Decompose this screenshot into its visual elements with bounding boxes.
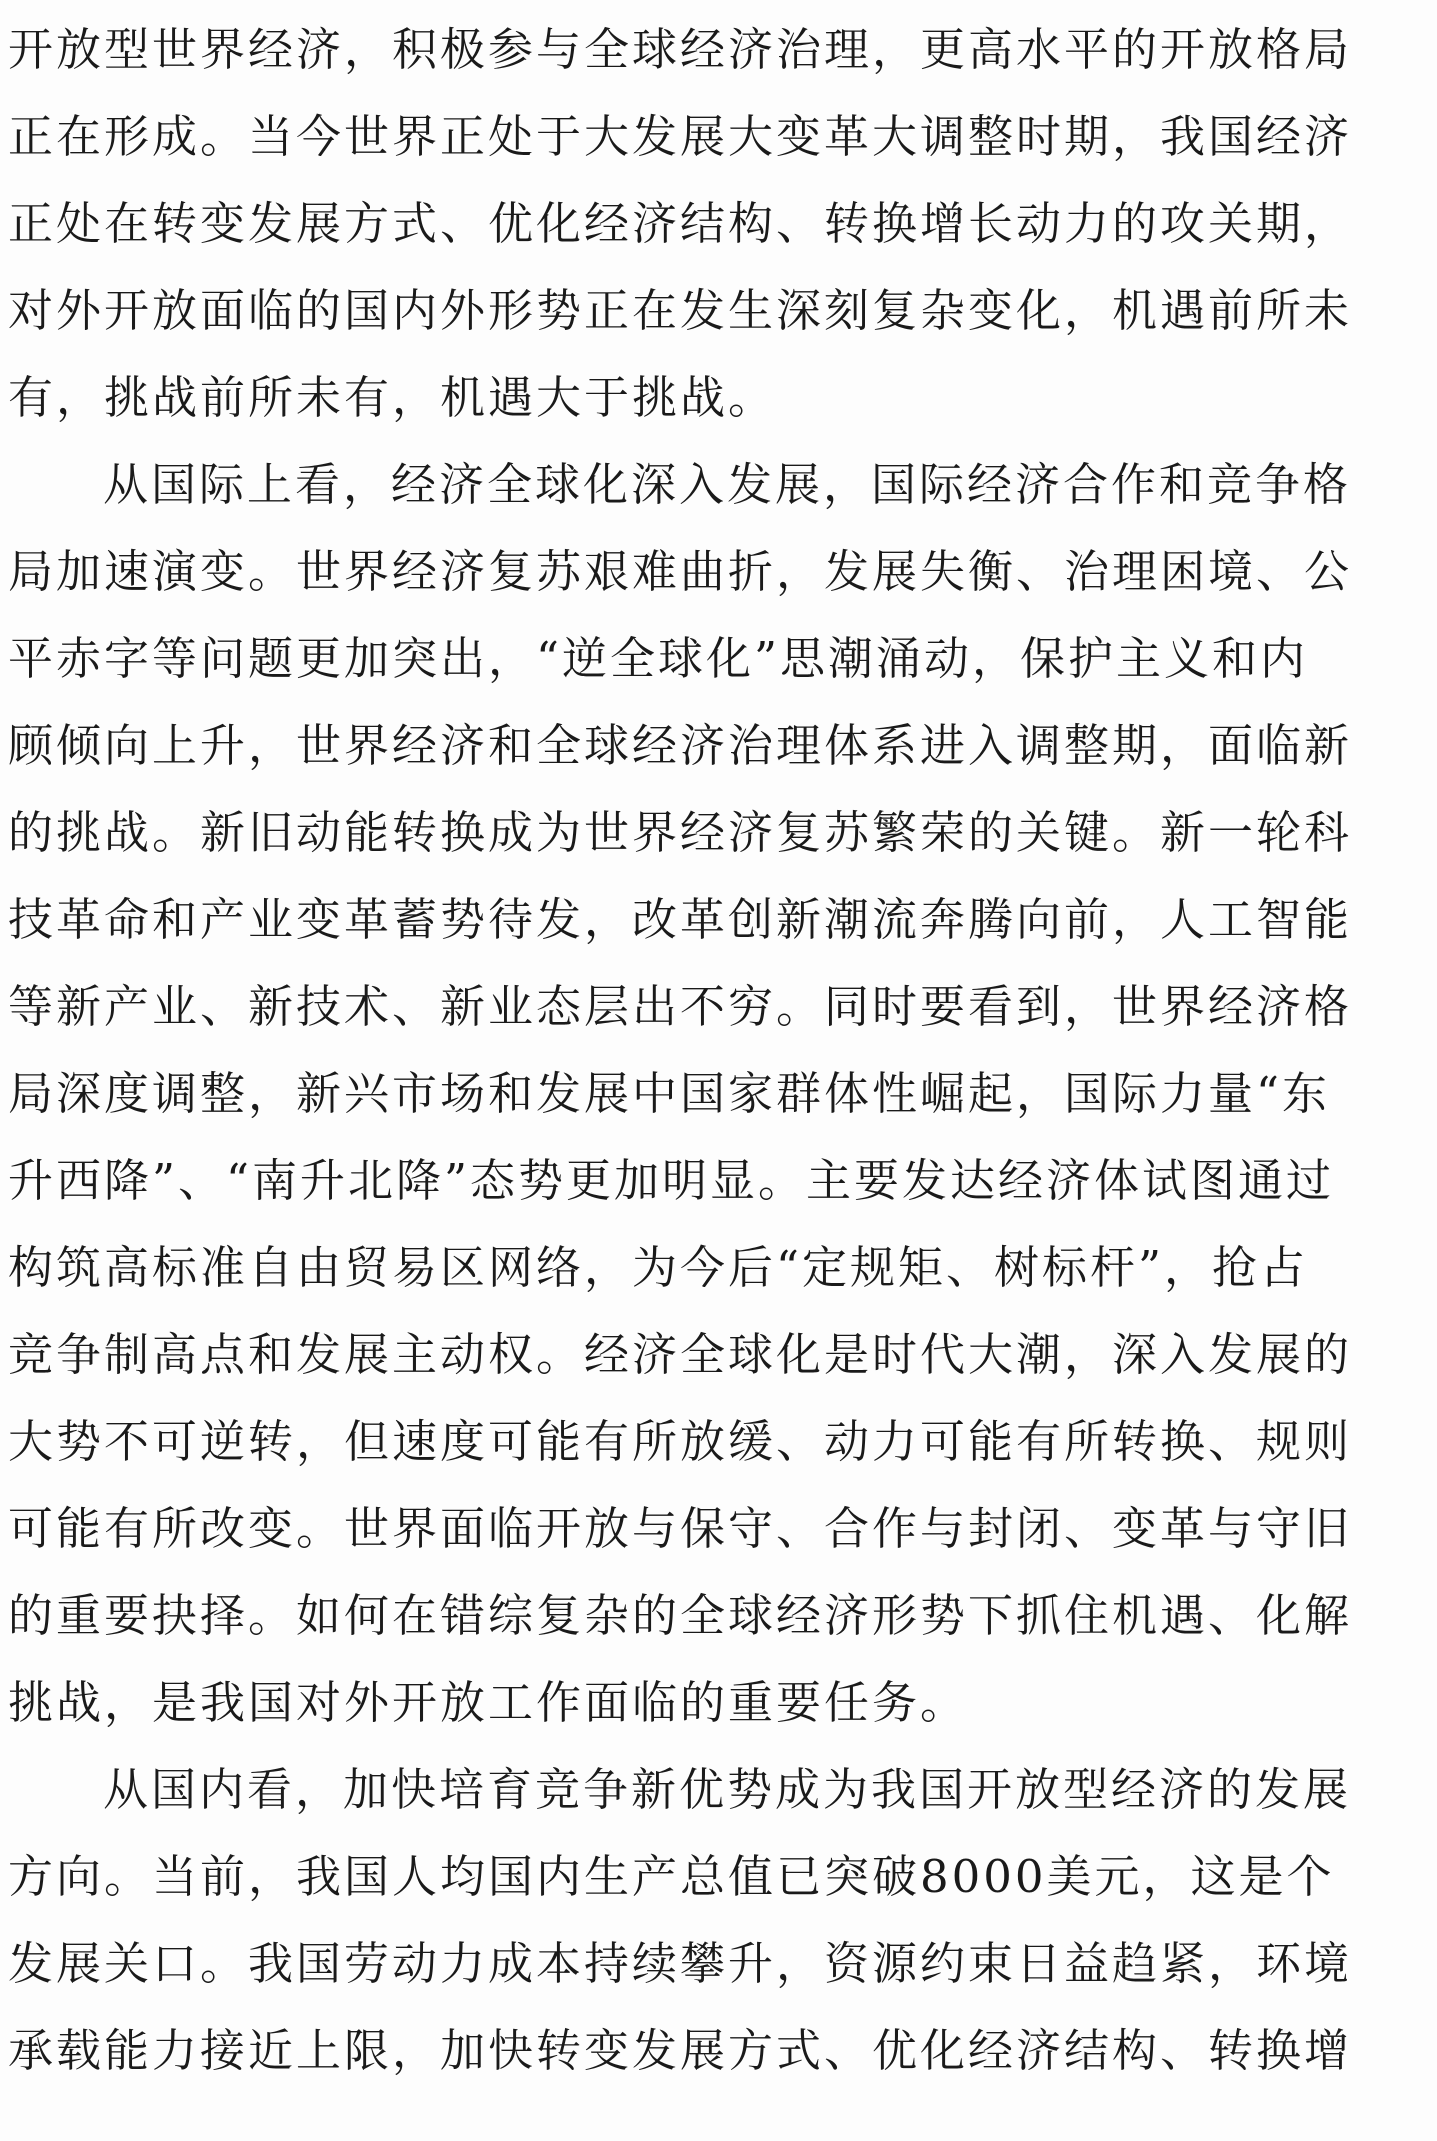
paragraph-1 <box>8 6 1428 441</box>
text-line: 正在形成。当今世界正处于大发展大变革大调整时期，我国经济 <box>8 110 1353 163</box>
text-line: 对外开放面临的国内外形势正在发生深刻复杂变化，机遇前所未 <box>8 284 1353 337</box>
text-line: 的挑战。新旧动能转换成为世界经济复苏繁荣的关键。新一轮科 <box>8 806 1353 859</box>
text-line: 承载能力接近上限，加快转变发展方式、优化经济结构、转换增 <box>8 2024 1353 2077</box>
body-text <box>8 6 1428 2094</box>
text-line: 竞争制高点和发展主动权。经济全球化是时代大潮，深入发展的 <box>8 1328 1353 1381</box>
text-line: 方向。当前，我国人均国内生产总值已突破8000美元，这是个 <box>8 1850 1335 1903</box>
text-line: 平赤字等问题更加突出，“逆全球化”思潮涌动，保护主义和内 <box>8 632 1309 685</box>
text-line: 正处在转变发展方式、优化经济结构、转换增长动力的攻关期， <box>8 197 1353 250</box>
text-line: 局加速演变。世界经济复苏艰难曲折，发展失衡、治理困境、公 <box>8 545 1353 598</box>
text-line: 构筑高标准自由贸易区网络，为今后“定规矩、树标杆”，抢占 <box>8 1241 1309 1294</box>
paragraph-2 <box>8 441 1428 1746</box>
text-line: 升西降”、“南升北降”态势更加明显。主要发达经济体试图通过 <box>8 1154 1335 1207</box>
text-line: 的重要抉择。如何在错综复杂的全球经济形势下抓住机遇、化解 <box>8 1589 1353 1642</box>
paragraph-3 <box>8 1746 1428 2094</box>
text-line: 开放型世界经济，积极参与全球经济治理，更高水平的开放格局 <box>8 23 1353 76</box>
text-line: 有，挑战前所未有，机遇大于挑战。 <box>8 371 777 424</box>
text-line: 从国际上看，经济全球化深入发展，国际经济合作和竞争格 <box>103 458 1352 511</box>
text-line: 可能有所改变。世界面临开放与保守、合作与封闭、变革与守旧 <box>8 1502 1353 1555</box>
text-line: 局深度调整，新兴市场和发展中国家群体性崛起，国际力量“东 <box>8 1067 1331 1120</box>
text-line: 等新产业、新技术、新业态层出不穷。同时要看到，世界经济格 <box>8 980 1353 1033</box>
text-line: 大势不可逆转，但速度可能有所放缓、动力可能有所转换、规则 <box>8 1415 1353 1468</box>
text-line: 顾倾向上升，世界经济和全球经济治理体系进入调整期，面临新 <box>8 719 1353 772</box>
text-line: 技革命和产业变革蓄势待发，改革创新潮流奔腾向前，人工智能 <box>8 893 1353 946</box>
text-line: 挑战，是我国对外开放工作面临的重要任务。 <box>8 1676 969 1729</box>
text-line: 发展关口。我国劳动力成本持续攀升，资源约束日益趋紧，环境 <box>8 1937 1353 1990</box>
text-line: 从国内看，加快培育竞争新优势成为我国开放型经济的发展 <box>103 1763 1352 1816</box>
